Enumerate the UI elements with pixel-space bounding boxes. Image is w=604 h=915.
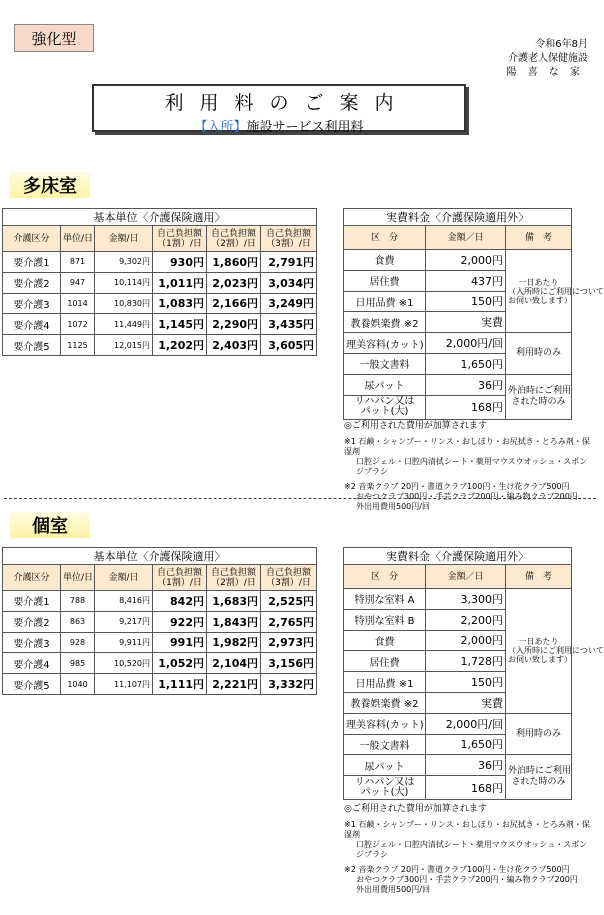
table-row — [3, 632, 317, 653]
basic-cell: 1,843円 — [207, 611, 261, 632]
basic-cell: 要介護4 — [3, 653, 61, 674]
basic-cell: 1,052円 — [153, 653, 207, 674]
fee-item-label: 居住費 — [344, 270, 426, 291]
basic-table-header-1: 単位/日 — [61, 226, 95, 252]
badge-enhanced-type: 強化型 — [14, 24, 94, 52]
fee-item-amount: 2,000円 — [426, 630, 506, 651]
basic-cell: 1,083円 — [153, 293, 207, 314]
basic-cell: 8,416円 — [95, 591, 153, 612]
issue-date: 令和6年8月 — [535, 39, 588, 50]
fee-table-header-0: 区 分 — [344, 226, 426, 250]
fee-item-label: 特別な室料 A — [344, 589, 426, 610]
fee-item-amount: 1,728円 — [426, 651, 506, 672]
fee-item-amount: 168円 — [426, 395, 506, 419]
basic-cell: 1,111円 — [153, 674, 207, 695]
basic-cell: 11,449円 — [95, 314, 153, 335]
basic-cell: 3,249円 — [261, 293, 317, 314]
fee-table-header-2: 備 考 — [506, 565, 572, 589]
basic-cell: 947 — [61, 272, 95, 293]
note-2-line-b: おやつクラブ300円・手芸クラブ200円・編み物クラブ200円 — [356, 492, 578, 501]
basic-cell: 3,156円 — [261, 653, 317, 674]
fee-item-label: 理美容料(カット) — [344, 333, 426, 354]
basic-unit-table-private-room — [2, 547, 317, 695]
basic-cell: 要介護1 — [3, 252, 61, 273]
title-box — [92, 84, 466, 135]
basic-cell: 要介護4 — [3, 314, 61, 335]
fee-item-amount: 1,650円 — [426, 734, 506, 755]
note-1-line-a: ※1 石鹸・シャンプー・リンス・おしぼり・お尻拭き・とろみ剤・保湿剤 — [344, 437, 590, 456]
section-label-private-room: 個室 — [10, 512, 90, 538]
fee-table-header-0: 区 分 — [344, 565, 426, 589]
fee-item-label: 尿パット — [344, 755, 426, 776]
note-2 — [344, 482, 594, 512]
basic-table-caption: 基本単位〈介護保険適用〉 — [3, 548, 317, 565]
table-row — [344, 374, 572, 395]
table-row — [3, 653, 317, 674]
basic-table-header-2: 金額/日 — [95, 226, 153, 252]
basic-table-header-5: 自己負担額 （3割）/日 — [261, 226, 317, 252]
basic-cell: 3,332円 — [261, 674, 317, 695]
admission-bracket: 【入所】 — [194, 120, 247, 135]
table-row — [3, 293, 317, 314]
basic-cell: 871 — [61, 252, 95, 273]
basic-cell: 要介護3 — [3, 293, 61, 314]
basic-cell: 842円 — [153, 591, 207, 612]
table-row — [3, 272, 317, 293]
table-row — [3, 252, 317, 273]
note-2-line-b: おやつクラブ300円・手芸クラブ200円・編み物クラブ200円 — [356, 875, 578, 884]
basic-cell: 2,765円 — [261, 611, 317, 632]
fee-item-amount: 実費 — [426, 692, 506, 713]
note-2-line-c: 外出用費用500円/回 — [356, 885, 430, 894]
basic-cell: 1072 — [61, 314, 95, 335]
note-1-line-b: 口腔ジェル・口腔内清拭シート・薬用マウスウオッシュ・スポンジブラシ — [356, 840, 588, 859]
basic-cell: 1014 — [61, 293, 95, 314]
basic-cell: 11,107円 — [95, 674, 153, 695]
basic-cell: 要介護2 — [3, 611, 61, 632]
basic-table-header-4: 自己負担額 （2割）/日 — [207, 565, 261, 591]
fee-item-amount: 168円 — [426, 776, 506, 800]
basic-cell: 863 — [61, 611, 95, 632]
fee-item-amount: 150円 — [426, 672, 506, 693]
basic-cell: 9,302円 — [95, 252, 153, 273]
basic-unit-table-shared-room — [2, 208, 317, 356]
fee-item-label: 日用品費 ※1 — [344, 291, 426, 312]
fee-item-label: 日用品費 ※1 — [344, 672, 426, 693]
fee-item-label: 教養娯楽費 ※2 — [344, 312, 426, 333]
table-row — [344, 755, 572, 776]
page-subtitle — [94, 116, 464, 135]
basic-cell: 2,104円 — [207, 653, 261, 674]
fee-item-amount: 2,000円/回 — [426, 333, 506, 354]
fee-item-label: 居住費 — [344, 651, 426, 672]
basic-cell: 1,202円 — [153, 335, 207, 356]
basic-cell: 1,145円 — [153, 314, 207, 335]
basic-cell: 2,290円 — [207, 314, 261, 335]
basic-cell: 922円 — [153, 611, 207, 632]
note-2-line-a: ※2 音楽クラブ 20円・書道クラブ100円・生け花クラブ500円 — [344, 482, 570, 491]
fee-item-amount: 3,300円 — [426, 589, 506, 610]
basic-cell: 1,683円 — [207, 591, 261, 612]
table-row — [344, 250, 572, 271]
basic-cell: 930円 — [153, 252, 207, 273]
basic-cell: 1,011円 — [153, 272, 207, 293]
remark-when-used: 利用時のみ — [506, 713, 572, 755]
fee-table-header-1: 金額／日 — [426, 565, 506, 589]
notes-circle: ◎ご利用された費用が加算されます — [344, 804, 487, 814]
fee-item-label: 特別な室料 B — [344, 609, 426, 630]
basic-table-header-0: 介護区分 — [3, 565, 61, 591]
fee-item-label: 教養娯楽費 ※2 — [344, 692, 426, 713]
remark-daily: 一日あたり （入所時にご利用について お伺い致します） — [506, 589, 572, 714]
subtitle-text: 施設サービス利用料 — [246, 120, 364, 135]
basic-cell: 2,791円 — [261, 252, 317, 273]
basic-cell: 要介護5 — [3, 674, 61, 695]
basic-cell: 10,830円 — [95, 293, 153, 314]
basic-cell: 要介護1 — [3, 591, 61, 612]
basic-cell: 985 — [61, 653, 95, 674]
table-row — [344, 589, 572, 610]
remark-overnight: 外泊時にご利用 された時のみ — [506, 374, 572, 419]
fee-item-amount: 36円 — [426, 374, 506, 395]
section-divider — [4, 498, 596, 499]
basic-cell: 要介護3 — [3, 632, 61, 653]
fee-item-amount: 実費 — [426, 312, 506, 333]
basic-table-header-0: 介護区分 — [3, 226, 61, 252]
fee-item-label: リハパン又は パット(大) — [344, 776, 426, 800]
fee-item-amount: 36円 — [426, 755, 506, 776]
basic-table-header-2: 金額/日 — [95, 565, 153, 591]
note-1 — [344, 437, 594, 477]
fee-table-shared-room — [343, 208, 604, 420]
basic-cell: 10,520円 — [95, 653, 153, 674]
fee-table-header-1: 金額／日 — [426, 226, 506, 250]
fee-item-label: リハパン又は パット(大) — [344, 395, 426, 419]
fee-item-amount: 2,000円/回 — [426, 713, 506, 734]
basic-cell: 3,435円 — [261, 314, 317, 335]
notes-shared-room — [344, 421, 594, 517]
fee-item-amount: 2,000円 — [426, 250, 506, 271]
note-1-line-a: ※1 石鹸・シャンプー・リンス・おしぼり・お尻拭き・とろみ剤・保湿剤 — [344, 820, 590, 839]
fee-item-label: 一般文書料 — [344, 353, 426, 374]
note-1-line-b: 口腔ジェル・口腔内清拭シート・薬用マウスウオッシュ・スポンジブラシ — [356, 457, 588, 476]
basic-cell: 12,015円 — [95, 335, 153, 356]
note-1 — [344, 820, 594, 860]
table-row — [3, 591, 317, 612]
fee-item-label: 理美容料(カット) — [344, 713, 426, 734]
fee-table-caption: 実費料金〈介護保険適用外〉 — [344, 548, 572, 565]
basic-cell: 928 — [61, 632, 95, 653]
basic-table-header-3: 自己負担額 （1割）/日 — [153, 565, 207, 591]
basic-cell: 要介護2 — [3, 272, 61, 293]
facility-type: 介護老人保健施設 — [508, 53, 588, 64]
basic-cell: 1125 — [61, 335, 95, 356]
fee-item-label: 食費 — [344, 250, 426, 271]
remark-overnight: 外泊時にご利用 された時のみ — [506, 755, 572, 800]
basic-cell: 788 — [61, 591, 95, 612]
remark-daily: 一日あたり （入所時にご利用について お伺い致します） — [506, 250, 572, 333]
fee-table-header-2: 備 考 — [506, 226, 572, 250]
basic-cell: 要介護5 — [3, 335, 61, 356]
basic-cell: 991円 — [153, 632, 207, 653]
fee-item-amount: 437円 — [426, 270, 506, 291]
basic-cell: 9,217円 — [95, 611, 153, 632]
basic-table-header-5: 自己負担額 （3割）/日 — [261, 565, 317, 591]
basic-cell: 3,605円 — [261, 335, 317, 356]
basic-cell: 2,403円 — [207, 335, 261, 356]
basic-cell: 10,114円 — [95, 272, 153, 293]
basic-cell: 2,525円 — [261, 591, 317, 612]
note-2-line-c: 外出用費用500円/回 — [356, 502, 430, 511]
facility-name: 陽 喜 な 家 — [506, 67, 584, 78]
fee-item-amount: 150円 — [426, 291, 506, 312]
basic-table-caption: 基本単位〈介護保険適用〉 — [3, 209, 317, 226]
basic-cell: 1,860円 — [207, 252, 261, 273]
basic-cell: 1,982円 — [207, 632, 261, 653]
note-2-line-a: ※2 音楽クラブ 20円・書道クラブ100円・生け花クラブ500円 — [344, 865, 570, 874]
basic-cell: 2,221円 — [207, 674, 261, 695]
table-row — [3, 611, 317, 632]
fee-item-label: 食費 — [344, 630, 426, 651]
table-row — [3, 314, 317, 335]
fee-item-amount: 1,650円 — [426, 353, 506, 374]
basic-cell: 2,973円 — [261, 632, 317, 653]
basic-table-header-3: 自己負担額 （1割）/日 — [153, 226, 207, 252]
remark-when-used: 利用時のみ — [506, 333, 572, 375]
page-title: 利用料のご案内 — [164, 92, 410, 114]
basic-cell: 1040 — [61, 674, 95, 695]
basic-cell: 2,023円 — [207, 272, 261, 293]
basic-table-header-1: 単位/日 — [61, 565, 95, 591]
basic-table-header-4: 自己負担額 （2割）/日 — [207, 226, 261, 252]
table-row — [3, 335, 317, 356]
fee-item-amount: 2,200円 — [426, 609, 506, 630]
basic-cell: 3,034円 — [261, 272, 317, 293]
fee-item-label: 一般文書料 — [344, 734, 426, 755]
table-row — [344, 333, 572, 354]
table-row — [344, 713, 572, 734]
basic-cell: 2,166円 — [207, 293, 261, 314]
section-label-shared-room: 多床室 — [10, 172, 90, 198]
fee-item-label: 尿パット — [344, 374, 426, 395]
document-header — [478, 38, 588, 80]
fee-table-caption: 実費料金〈介護保険適用外〉 — [344, 209, 572, 226]
notes-circle: ◎ご利用された費用が加算されます — [344, 421, 487, 431]
note-2 — [344, 865, 594, 895]
table-row — [3, 674, 317, 695]
fee-table-private-room — [343, 547, 604, 800]
basic-cell: 9,911円 — [95, 632, 153, 653]
notes-private-room — [344, 804, 594, 900]
